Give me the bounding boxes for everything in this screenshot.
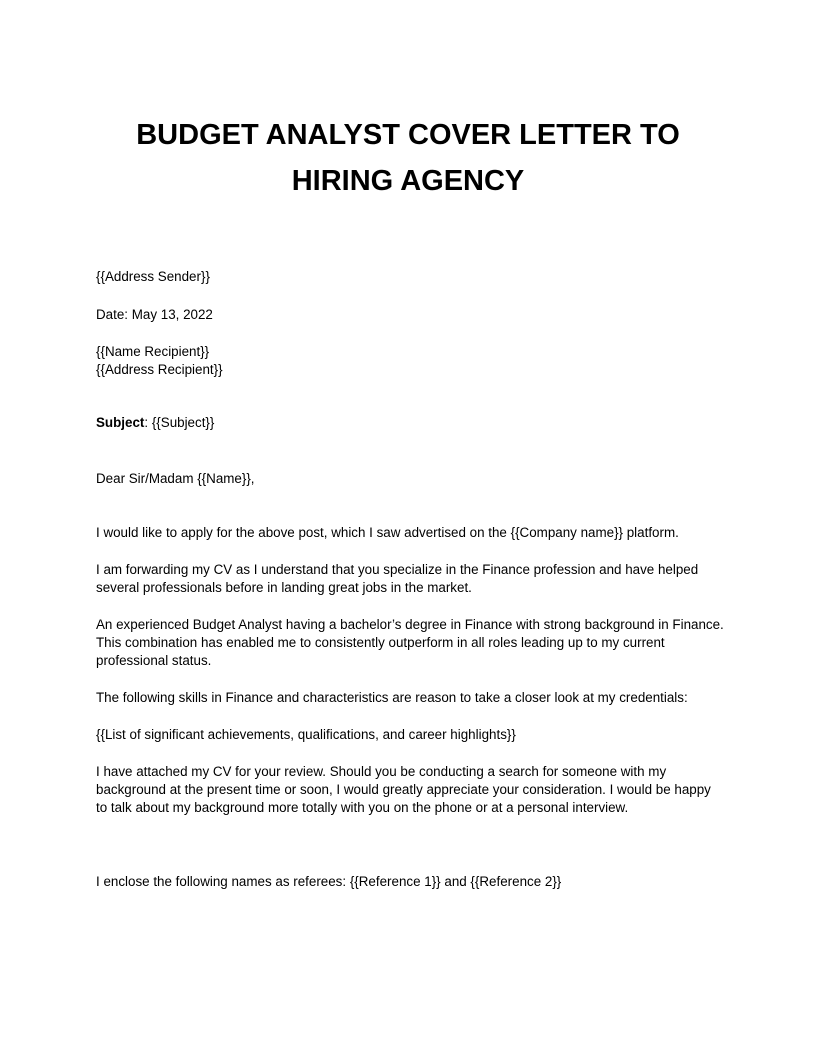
paragraph-line: The following skills in Finance and characteristics are reason to take a closer look at my credentials: <box>96 690 688 705</box>
title-line-2: HIRING AGENCY <box>291 165 525 197</box>
recipient-address: {{Address Recipient}} <box>96 362 223 377</box>
title-line-1: BUDGET ANALYST COVER LETTER TO <box>136 119 680 151</box>
body-paragraph-6 <box>96 763 736 817</box>
paragraph-line: professional status. <box>96 653 212 668</box>
paragraph-line: {{List of significant achievements, qualifications, and career highlights}} <box>96 727 516 742</box>
document-title <box>0 112 816 204</box>
letter-date: Date: May 13, 2022 <box>96 307 213 322</box>
subject-label: Subject <box>96 415 145 430</box>
salutation: Dear Sir/Madam {{Name}}, <box>96 471 255 486</box>
recipient-name: {{Name Recipient}} <box>96 344 210 359</box>
subject-line <box>96 414 736 432</box>
body-paragraph-7 <box>96 873 736 891</box>
paragraph-line: I would like to apply for the above post, which I saw advertised on the {{Company name}} platform. <box>96 525 679 540</box>
subject-value: : {{Subject}} <box>144 415 215 430</box>
paragraph-line: I am forwarding my CV as I understand that you specialize in the Finance profession and have helped <box>96 562 699 577</box>
body-paragraph-5 <box>96 726 736 744</box>
body-paragraph-2 <box>96 561 736 597</box>
body-paragraph-3 <box>96 616 736 670</box>
sender-address: {{Address Sender}} <box>96 269 210 284</box>
body-paragraph-4 <box>96 689 736 707</box>
paragraph-line: I enclose the following names as referees: {{Reference 1}} and {{Reference 2}} <box>96 874 562 889</box>
paragraph-line: several professionals before in landing great jobs in the market. <box>96 580 472 595</box>
body-paragraph-1 <box>96 524 736 542</box>
paragraph-line: This combination has enabled me to consistently outperform in all roles leading up to my current <box>96 635 665 650</box>
paragraph-line: An experienced Budget Analyst having a bachelor’s degree in Finance with strong background in Finance. <box>96 617 724 632</box>
paragraph-line: background at the present time or soon, I would greatly appreciate your consideration. I would be happy <box>96 782 711 797</box>
paragraph-line: I have attached my CV for your review. Should you be conducting a search for someone with my <box>96 764 667 779</box>
paragraph-line: to talk about my background more totally with you on the phone or at a personal interview. <box>96 800 629 815</box>
